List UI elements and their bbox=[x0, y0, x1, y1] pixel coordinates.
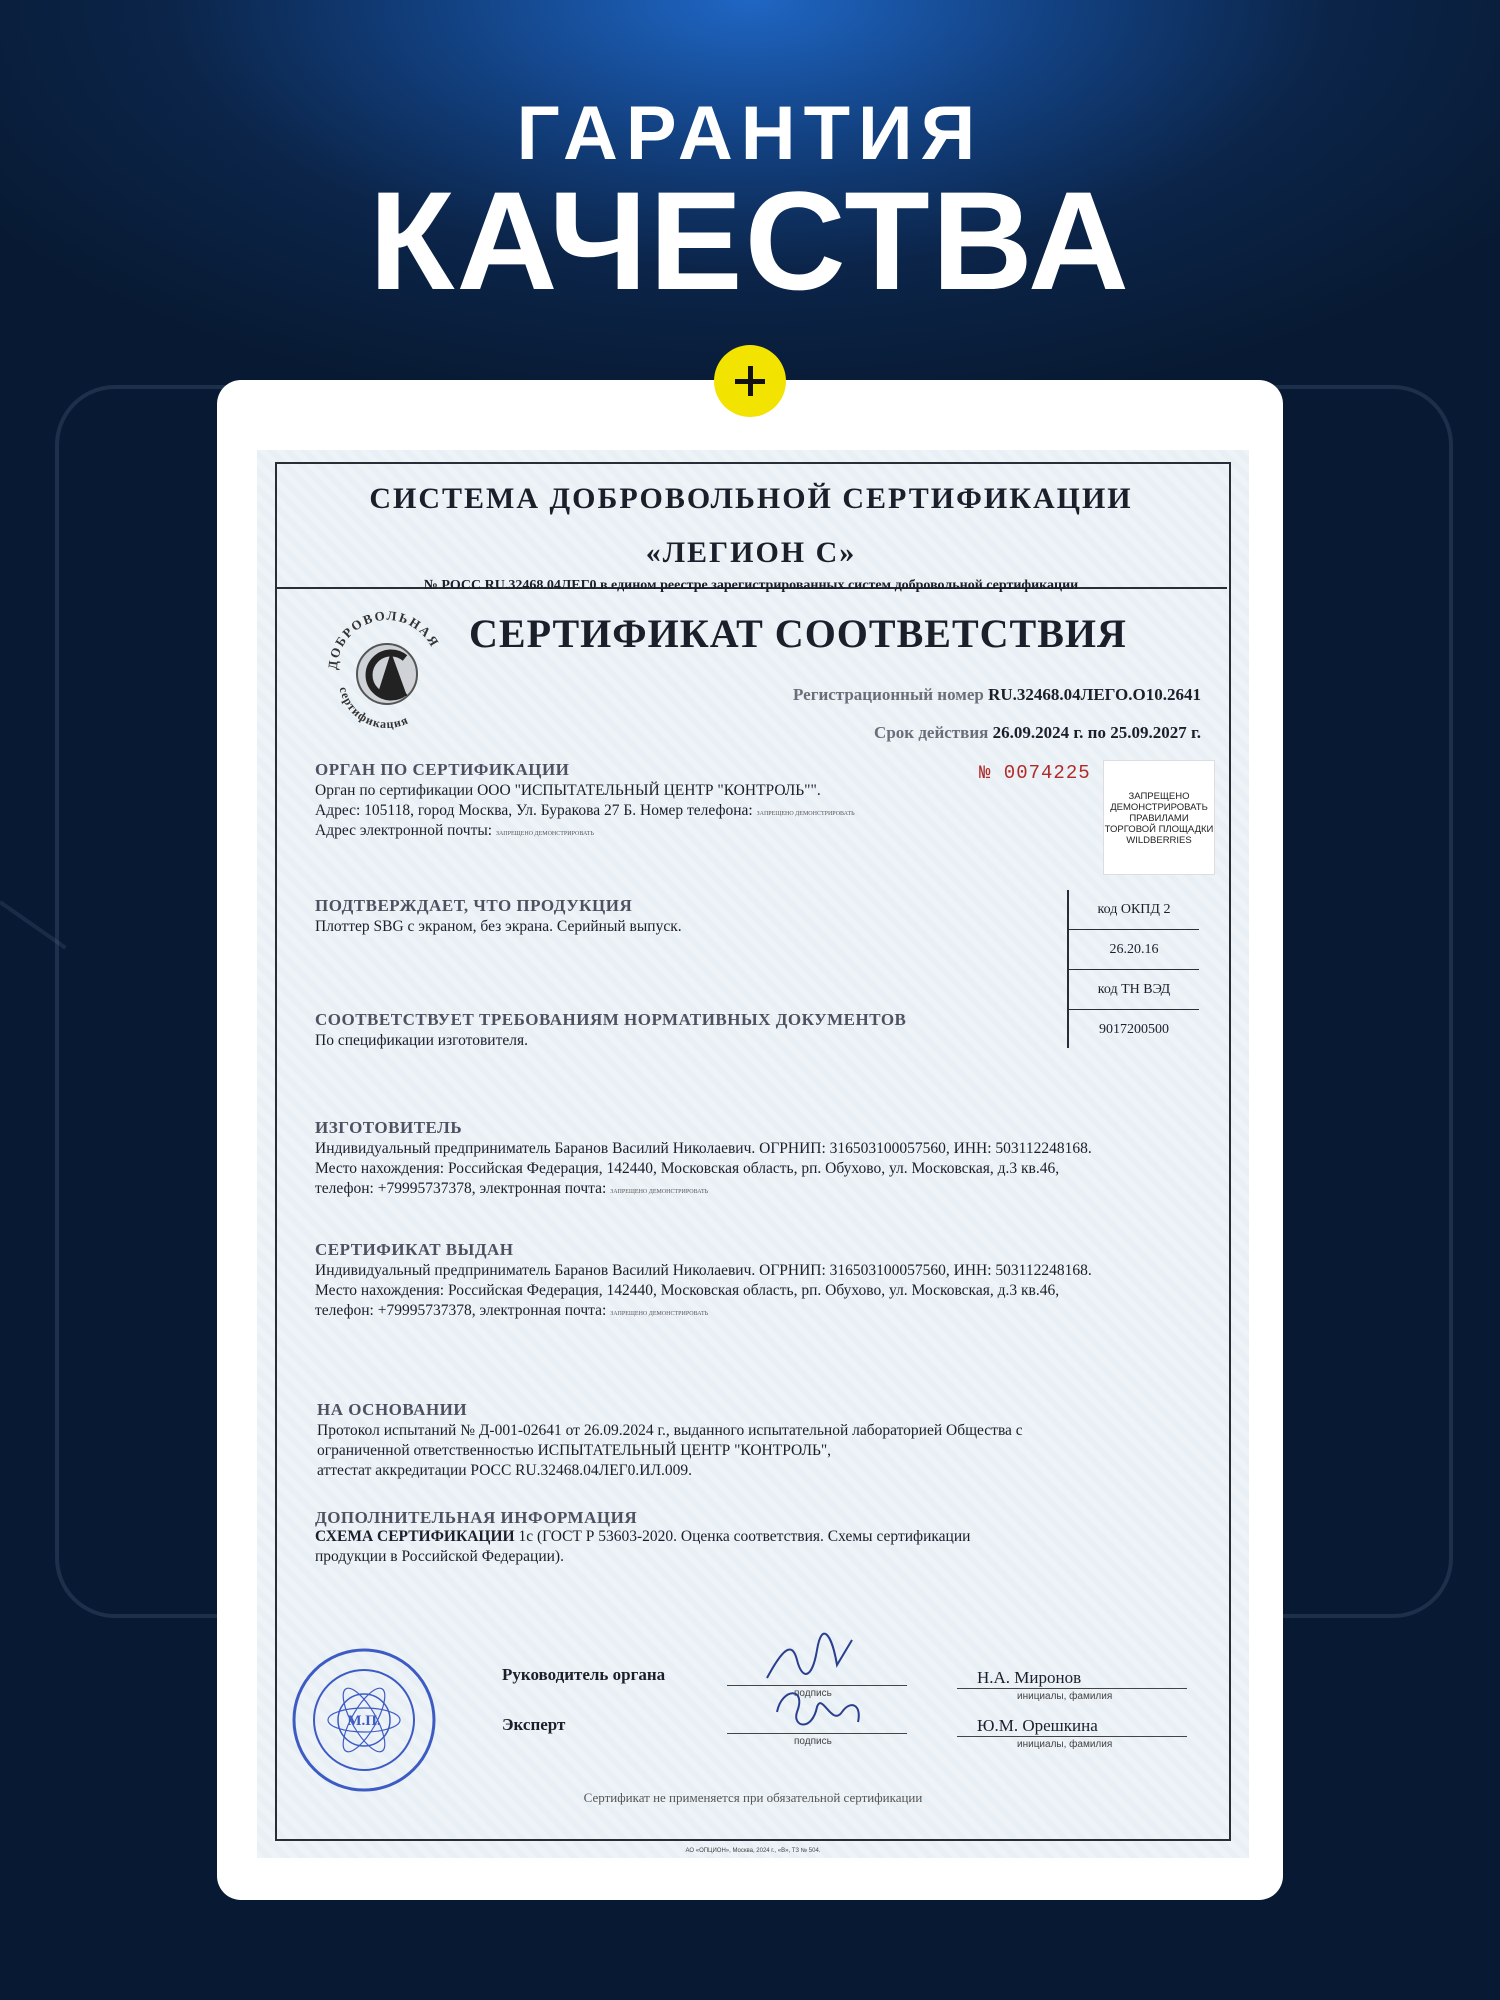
certificate-header bbox=[275, 462, 1227, 593]
manufacturer-heading: ИЗГОТОВИТЕЛЬ bbox=[315, 1118, 463, 1137]
hidden-email: ЗАПРЕЩЕНО ДЕМОНСТРИРОВАТЬ bbox=[610, 1189, 709, 1195]
norms-heading: СООТВЕТСТВУЕТ ТРЕБОВАНИЯМ НОРМАТИВНЫХ ДОКУМЕНТОВ bbox=[315, 1010, 907, 1029]
wb-line: WILDBERRIES bbox=[1126, 835, 1192, 846]
issued-heading: СЕРТИФИКАТ ВЫДАН bbox=[315, 1240, 514, 1259]
term-value: 26.09.2024 г. по 25.09.2027 г. bbox=[992, 723, 1201, 742]
registration-value: RU.32468.04ЛЕГО.О10.2641 bbox=[988, 685, 1201, 704]
svg-text:М.П.: М.П. bbox=[347, 1713, 381, 1729]
hero-title-line2: КАЧЕСТВА bbox=[368, 162, 1131, 319]
tnved-label: код ТН ВЭД bbox=[1069, 970, 1199, 1010]
issued-line: Индивидуальный предприниматель Баранов Василий Николаевич. ОГРНИП: 316503100057560, ИНН: 503112248168. bbox=[315, 1262, 1092, 1279]
norms-line: По спецификации изготовителя. bbox=[315, 1032, 528, 1049]
hidden-email: ЗАПРЕЩЕНО ДЕМОНСТРИРОВАТЬ bbox=[610, 1311, 709, 1317]
issued-line: Место нахождения: Российская Федерация, 142440, Московская область, рп. Обухово, ул. Московская, д.3 кв.46, bbox=[315, 1282, 1060, 1299]
okpd-value: 26.20.16 bbox=[1069, 930, 1199, 970]
certification-logo-icon bbox=[317, 600, 457, 740]
organ-address: Адрес: 105118, город Москва, Ул. Буракова 27 Б. Номер телефона: bbox=[315, 802, 753, 819]
okpd-label: код ОКПД 2 bbox=[1069, 890, 1199, 930]
hidden-email: ЗАПРЕЩЕНО ДЕМОНСТРИРОВАТЬ bbox=[495, 831, 594, 837]
certificate-title: СЕРТИФИКАТ СООТВЕТСТВИЯ bbox=[469, 611, 1127, 656]
name-caption: инициалы, фамилия bbox=[1017, 1691, 1113, 1702]
certificate-card bbox=[217, 380, 1283, 1900]
wb-line: ТОРГОВОЙ ПЛОЩАДКИ bbox=[1104, 824, 1214, 835]
extra-line: продукции в Российской Федерации). bbox=[315, 1548, 564, 1565]
basis-line: ограниченной ответственностью ИСПЫТАТЕЛЬНЫЙ ЦЕНТР "КОНТРОЛЬ", bbox=[317, 1442, 832, 1459]
expert-label: Эксперт bbox=[502, 1715, 566, 1734]
term-label: Срок действия bbox=[874, 723, 989, 742]
basis-line: аттестат аккредитации РОСС RU.32468.04ЛЕГ0.ИЛ.009. bbox=[317, 1462, 692, 1479]
head-name: Н.А. Миронов bbox=[977, 1668, 1082, 1687]
manufacturer-contacts: телефон: +79995737378, электронная почта: bbox=[315, 1180, 607, 1197]
sign-caption: подпись bbox=[794, 1736, 832, 1747]
issued-contacts: телефон: +79995737378, электронная почта: bbox=[315, 1302, 607, 1319]
product-line: Плоттер SBG с экраном, без экрана. Серийный выпуск. bbox=[315, 918, 682, 935]
svg-text:сертификация: сертификация bbox=[336, 685, 411, 732]
plus-icon[interactable] bbox=[714, 345, 786, 417]
head-signature-icon bbox=[757, 1630, 867, 1690]
scheme-value: 1с (ГОСТ Р 53603-2020. Оценка соответствия. Схемы сертификации bbox=[518, 1528, 971, 1545]
system-title-2: «ЛЕГИОН С» bbox=[645, 536, 857, 569]
extra-line bbox=[315, 1528, 970, 1546]
certificate-paper bbox=[257, 450, 1249, 1858]
svg-text:ДОБРОВОЛЬНАЯ: ДОБРОВОЛЬНАЯ bbox=[324, 607, 443, 671]
system-registry: № РОСС RU.32468.04ЛЕГ0 в едином реестре зарегистрированных систем добровольной сертификации bbox=[423, 578, 1079, 593]
organ-heading: ОРГАН ПО СЕРТИФИКАЦИИ bbox=[315, 760, 570, 779]
manufacturer-line bbox=[315, 1180, 708, 1198]
basis-heading: НА ОСНОВАНИИ bbox=[317, 1400, 468, 1419]
tnved-value: 9017200500 bbox=[1099, 1022, 1169, 1037]
validity-term bbox=[874, 723, 1201, 743]
certificate-footer: Сертификат не применяется при обязательной сертификации bbox=[583, 1790, 923, 1805]
wb-line: ЗАПРЕЩЕНО bbox=[1128, 791, 1190, 802]
expert-name-line bbox=[957, 1736, 1187, 1737]
issued-line bbox=[315, 1302, 708, 1320]
organ-line: Орган по сертификации ООО "ИСПЫТАТЕЛЬНЫЙ ЦЕНТР "КОНТРОЛЬ"". bbox=[315, 782, 821, 799]
head-label: Руководитель органа bbox=[502, 1665, 666, 1684]
serial-number: № 0074225 bbox=[979, 762, 1091, 784]
expert-name: Ю.М. Орешкина bbox=[977, 1716, 1098, 1735]
expert-signature-icon bbox=[762, 1682, 872, 1742]
registration-number bbox=[793, 685, 1201, 705]
manufacturer-line: Индивидуальный предприниматель Баранов Василий Николаевич. ОГРНИП: 316503100057560, ИНН: 503112248168. bbox=[315, 1140, 1092, 1157]
organ-email: Адрес электронной почты: bbox=[315, 822, 493, 839]
product-heading: ПОДТВЕРЖДАЕТ, ЧТО ПРОДУКЦИЯ bbox=[315, 896, 633, 915]
hero-title-line1: ГАРАНТИЯ bbox=[516, 91, 984, 176]
wb-line: ПРАВИЛАМИ bbox=[1129, 813, 1189, 824]
codes-table bbox=[1067, 890, 1199, 1048]
wb-line: ДЕМОНСТРИРОВАТЬ bbox=[1110, 802, 1208, 813]
organ-line bbox=[315, 802, 855, 820]
extra-heading: ДОПОЛНИТЕЛЬНАЯ ИНФОРМАЦИЯ bbox=[315, 1508, 638, 1527]
hidden-phone: ЗАПРЕЩЕНО ДЕМОНСТРИРОВАТЬ bbox=[756, 811, 855, 817]
organ-line bbox=[315, 822, 594, 840]
manufacturer-line: Место нахождения: Российская Федерация, 142440, Московская область, рп. Обухово, ул. Московская, д.3 кв.46, bbox=[315, 1160, 1060, 1177]
system-title-1: СИСТЕМА ДОБРОВОЛЬНОЙ СЕРТИФИКАЦИИ bbox=[369, 482, 1133, 515]
scheme-label: СХЕМА СЕРТИФИКАЦИИ bbox=[315, 1528, 515, 1545]
name-caption: инициалы, фамилия bbox=[1017, 1739, 1113, 1750]
wildberries-notice bbox=[1103, 760, 1215, 875]
sign-caption: подпись bbox=[794, 1688, 832, 1699]
basis-line: Протокол испытаний № Д-001-02641 от 26.09.2024 г., выданного испытательной лабораторией Общества с bbox=[317, 1422, 1023, 1439]
seal-stamp-icon bbox=[289, 1645, 439, 1795]
print-note: АО «ОПЦИОН», Москва, 2024 г., «В», ТЗ № 504. bbox=[685, 1848, 821, 1854]
head-name-line bbox=[957, 1688, 1187, 1689]
registration-label: Регистрационный номер bbox=[793, 685, 984, 704]
